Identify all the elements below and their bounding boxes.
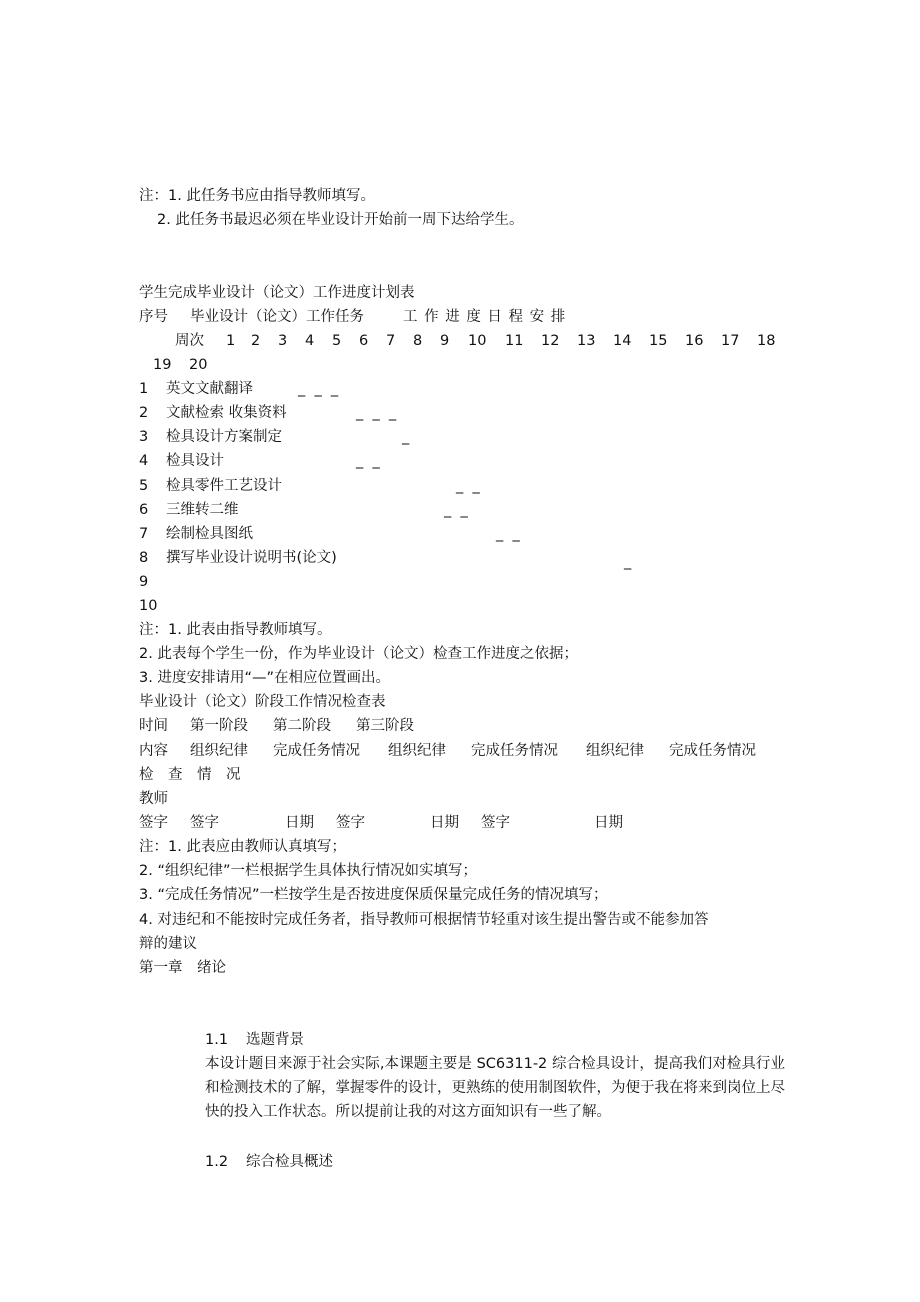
inspection-date-3: 日期 bbox=[594, 815, 623, 831]
schedule-row-number: 6 bbox=[139, 502, 149, 518]
week-number: 1 bbox=[226, 333, 236, 349]
schedule-row-progress-marks: _ _ bbox=[444, 502, 468, 518]
schedule-row-progress-marks: _ _ bbox=[456, 478, 480, 494]
section-1-body: 本设计题目来源于社会实际,本课题主要是 SC6311-2 综合检具设计，提高我们对检具行业和检测技术的了解，掌握零件的设计，更熟练的使用制图软件，为便于我在将来到岗位上尽快的投入工作状态。所以提前让我的对这方面知识有一些了解。 bbox=[205, 1056, 785, 1120]
week-number: 6 bbox=[359, 333, 369, 349]
schedule-row-number: 10 bbox=[139, 598, 158, 614]
schedule-header-plan: 工 作 进 度 日 程 安 排 bbox=[403, 309, 566, 325]
week-number: 8 bbox=[413, 333, 423, 349]
inspection-sign-2: 签字 bbox=[336, 815, 365, 831]
note-task-line2: 2. 此任务书最迟必须在毕业设计开始前一周下达给学生。 bbox=[157, 212, 524, 228]
schedule-row-task: 英文文献翻译 bbox=[166, 381, 253, 397]
inspection-content-6: 完成任务情况 bbox=[669, 743, 756, 759]
section-2-number: 1.2 bbox=[205, 1154, 229, 1170]
week-number: 17 bbox=[721, 333, 740, 349]
inspection-date-2: 日期 bbox=[430, 815, 459, 831]
week-number: 11 bbox=[505, 333, 524, 349]
schedule-note-1: 注：1. 此表由指导教师填写。 bbox=[139, 622, 332, 638]
inspection-content-4: 完成任务情况 bbox=[471, 743, 558, 759]
schedule-title: 学生完成毕业设计（论文）工作进度计划表 bbox=[139, 285, 415, 301]
week-number: 3 bbox=[278, 333, 288, 349]
week-number: 9 bbox=[440, 333, 450, 349]
schedule-row-task: 三维转二维 bbox=[166, 502, 239, 518]
inspection-note-5: 辩的建议 bbox=[139, 936, 197, 952]
schedule-row-task: 文献检索 收集资料 bbox=[166, 405, 287, 421]
chapter-title: 第一章 绪论 bbox=[139, 960, 226, 976]
schedule-row-progress-marks: _ _ bbox=[496, 526, 520, 542]
schedule-header-task: 毕业设计（论文）工作任务 bbox=[190, 309, 364, 325]
week-number: 12 bbox=[541, 333, 560, 349]
inspection-sign-3: 签字 bbox=[481, 815, 510, 831]
schedule-header-seq: 序号 bbox=[139, 309, 168, 325]
inspection-teacher-label: 教师 bbox=[139, 791, 168, 807]
schedule-row-number: 2 bbox=[139, 405, 149, 421]
schedule-note-2: 2. 此表每个学生一份，作为毕业设计（论文）检查工作进度之依据； bbox=[139, 646, 578, 662]
inspection-content-2: 完成任务情况 bbox=[273, 743, 360, 759]
week-number: 16 bbox=[685, 333, 704, 349]
schedule-row-number: 1 bbox=[139, 381, 149, 397]
schedule-row-task: 检具零件工艺设计 bbox=[166, 478, 282, 494]
section-1-title: 选题背景 bbox=[246, 1032, 304, 1048]
schedule-row-progress-marks: _ _ _ bbox=[356, 405, 397, 421]
schedule-row-number: 8 bbox=[139, 550, 149, 566]
week-number: 15 bbox=[649, 333, 668, 349]
week-number: 20 bbox=[189, 357, 208, 373]
schedule-note-3: 3. 进度安排请用“—”在相应位置画出。 bbox=[139, 670, 390, 686]
inspection-note-1: 注：1. 此表应由教师认真填写； bbox=[139, 839, 346, 855]
section-1-number: 1.1 bbox=[205, 1032, 229, 1048]
inspection-sign-1: 签字 bbox=[190, 815, 219, 831]
week-number: 18 bbox=[757, 333, 776, 349]
schedule-row-number: 3 bbox=[139, 429, 149, 445]
inspection-note-4: 4. 对违纪和不能按时完成任务者，指导教师可根据情节轻重对该生提出警告或不能参加答 bbox=[139, 912, 709, 928]
inspection-content-3: 组织纪律 bbox=[388, 743, 446, 759]
inspection-stage-1: 第一阶段 bbox=[190, 718, 248, 734]
inspection-check-label: 检 查 情 况 bbox=[139, 767, 241, 783]
schedule-row-number: 5 bbox=[139, 478, 149, 494]
week-number: 7 bbox=[386, 333, 396, 349]
schedule-row-progress-marks: _ _ _ bbox=[298, 381, 339, 397]
note-task-line1: 注：1. 此任务书应由指导教师填写。 bbox=[139, 188, 375, 204]
schedule-row-task: 检具设计 bbox=[166, 453, 224, 469]
inspection-stage-3: 第三阶段 bbox=[356, 718, 414, 734]
schedule-row-task: 撰写毕业设计说明书(论文) bbox=[166, 550, 337, 566]
week-number: 2 bbox=[251, 333, 261, 349]
schedule-row-task: 绘制检具图纸 bbox=[166, 526, 253, 542]
inspection-sign-label: 签字 bbox=[139, 815, 168, 831]
week-number: 5 bbox=[332, 333, 342, 349]
inspection-note-2: 2. “组织纪律”一栏根据学生具体执行情况如实填写； bbox=[139, 863, 477, 879]
week-number: 10 bbox=[468, 333, 487, 349]
schedule-row-number: 9 bbox=[139, 574, 149, 590]
week-number: 19 bbox=[153, 357, 172, 373]
schedule-row-progress-marks: _ _ bbox=[356, 453, 380, 469]
inspection-content-1: 组织纪律 bbox=[190, 743, 248, 759]
week-number: 4 bbox=[305, 333, 315, 349]
schedule-row-progress-marks: _ bbox=[624, 554, 632, 570]
inspection-content-label: 内容 bbox=[139, 743, 168, 759]
inspection-date-1: 日期 bbox=[285, 815, 314, 831]
week-number: 13 bbox=[577, 333, 596, 349]
schedule-week-label: 周次 bbox=[175, 333, 204, 349]
inspection-title: 毕业设计（论文）阶段工作情况检查表 bbox=[139, 694, 386, 710]
schedule-row-progress-marks: _ bbox=[402, 429, 410, 445]
inspection-time-label: 时间 bbox=[139, 718, 168, 734]
schedule-row-number: 4 bbox=[139, 453, 149, 469]
inspection-content-5: 组织纪律 bbox=[586, 743, 644, 759]
inspection-note-3: 3. “完成任务情况”一栏按学生是否按进度保质保量完成任务的情况填写； bbox=[139, 887, 608, 903]
section-2-title: 综合检具概述 bbox=[246, 1154, 333, 1170]
schedule-row-number: 7 bbox=[139, 526, 149, 542]
schedule-row-task: 检具设计方案制定 bbox=[166, 429, 282, 445]
inspection-stage-2: 第二阶段 bbox=[273, 718, 331, 734]
week-number: 14 bbox=[613, 333, 632, 349]
